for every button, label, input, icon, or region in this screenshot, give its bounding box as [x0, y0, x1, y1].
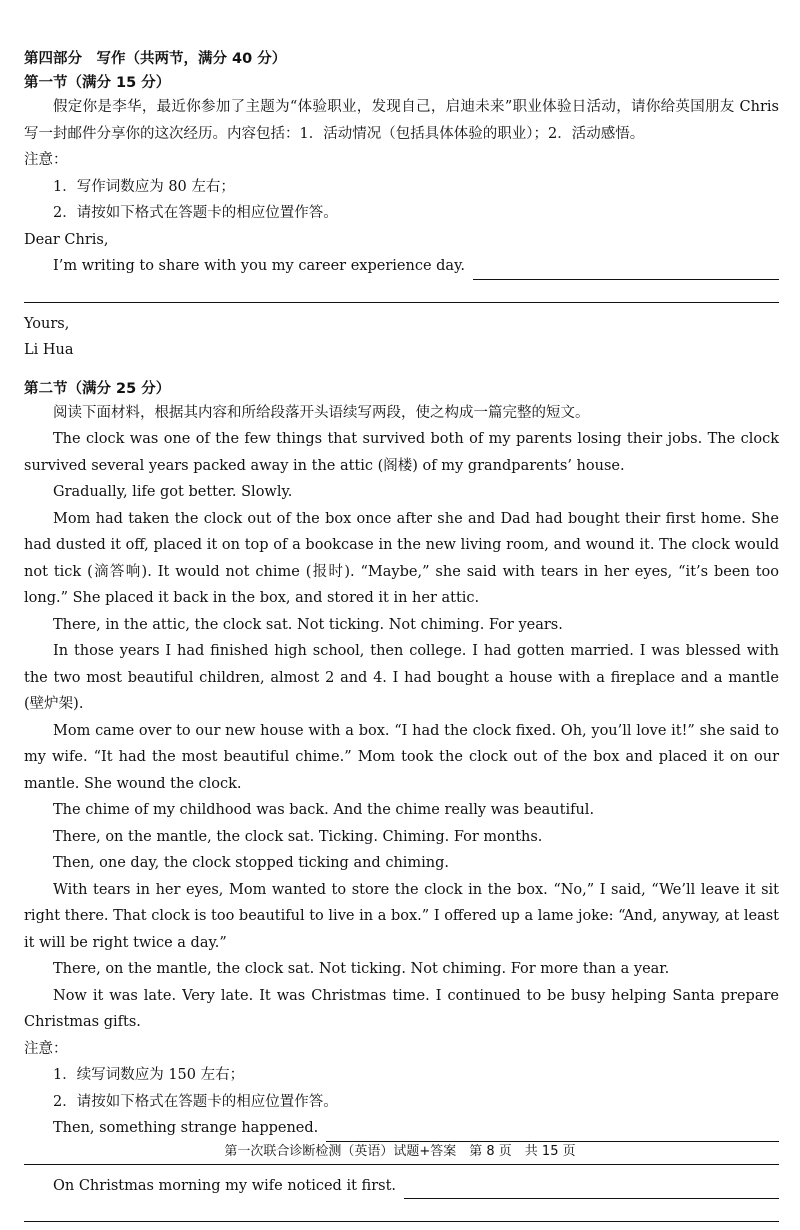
story-paragraph: There, on the mantle, the clock sat. Not ticking. Not chiming. For more than a year. — [53, 961, 670, 977]
story-paragraph: Mom came over to our new house with a box. “I had the clock fixed. Oh, you’ll love it!” she said to my wife. “It had the most beautiful chime.” Mom took the clock out of the box and placed it on our mantle. She wound the clock. — [24, 722, 779, 792]
answer-blank[interactable] — [473, 260, 779, 280]
story-paragraph: Then, one day, the clock stopped ticking and chiming. — [53, 855, 450, 871]
starter1-row — [24, 1115, 779, 1142]
answer-line[interactable] — [24, 1199, 779, 1222]
letter-greeting: Dear Chris, — [24, 231, 109, 248]
paragraph-starter-2: On Christmas morning my wife noticed it first. — [53, 1177, 397, 1194]
exam-page — [24, 48, 779, 1230]
letter-opening-row — [24, 253, 779, 280]
letter-signature: Li Hua — [24, 342, 74, 358]
letter-opening: I’m writing to share with you my career experience day. — [53, 258, 465, 274]
section1-note-1: 1．写作词数应为 80 左右； — [53, 178, 235, 195]
story-paragraph: Mom had taken the clock out of the box once after she and Dad had bought their first home. She had dusted it off, placed it on top of a bookcase in the new living room, and wound it. The clock would not tick (滴答响). It would not chime (报时). “Maybe,” she said with tears in her eyes, “it’s been too long.” She placed it back in the box, and stored it in her attic. — [24, 510, 779, 606]
section2-title: 第二节（满分 25 分） — [24, 380, 171, 397]
letter-closing: Yours, — [24, 315, 70, 332]
part-title: 第四部分 写作（共两节，满分 40 分） — [24, 51, 287, 67]
section1-note-2: 2．请按如下格式在答题卡的相应位置作答。 — [53, 205, 338, 221]
section1-prompt: 假定你是李华，最近你参加了主题为“体验职业，发现自己，启迪未来”职业体验日活动，请你给英国朋友 Chris 写一封邮件分享你的这次经历。内容包括：1．活动情况（包括具体体验的职业）；2．活动感悟。 — [24, 99, 779, 142]
answer-blank[interactable] — [404, 1179, 779, 1199]
section1-title: 第一节（满分 15 分） — [24, 75, 171, 91]
story-paragraph: There, in the attic, the clock sat. Not ticking. Not chiming. For years. — [53, 616, 563, 633]
story-paragraph: The chime of my childhood was back. And the chime really was beautiful. — [53, 802, 595, 818]
answer-line[interactable] — [24, 280, 779, 303]
paragraph-starter-1: Then, something strange happened. — [53, 1120, 319, 1136]
answer-blank[interactable] — [326, 1122, 779, 1142]
story-paragraph: With tears in her eyes, Mom wanted to store the clock in the box. “No,” I said, “We’ll leave it sit right there. That clock is too beautiful to live in a box.” I offered up a lame joke: “And, anyway, at least it will be right twice a day.” — [24, 881, 779, 951]
story-paragraph: In those years I had finished high school, then college. I had gotten married. I was blessed with the two most beautiful children, almost 2 and 4. I had bought a house with a fireplace and a mantle (壁炉架). — [24, 643, 779, 712]
section2-note-label: 注意： — [24, 1040, 68, 1057]
section2-note-2: 2．请按如下格式在答题卡的相应位置作答。 — [53, 1093, 338, 1110]
section1-note-label: 注意： — [24, 152, 68, 168]
section2-instruction: 阅读下面材料，根据其内容和所给段落开头语续写两段，使之构成一篇完整的短文。 — [53, 404, 590, 421]
story-paragraph: There, on the mantle, the clock sat. Ticking. Chiming. For months. — [53, 828, 543, 845]
page-footer: 第一次联合诊断检测（英语）试题+答案 第 8 页 共 15 页 — [224, 1144, 576, 1159]
section2-note-1: 1．续写词数应为 150 左右； — [53, 1067, 245, 1083]
starter2-row — [24, 1173, 779, 1200]
story-paragraph: Gradually, life got better. Slowly. — [53, 484, 293, 500]
story-paragraph: Now it was late. Very late. It was Christmas time. I continued to be busy helping Santa prepare Christmas gifts. — [24, 987, 779, 1030]
story-paragraph: The clock was one of the few things that survived both of my parents losing their jobs. The clock survived several years packed away in the attic (阁楼) of my grandparents’ house. — [24, 431, 779, 474]
